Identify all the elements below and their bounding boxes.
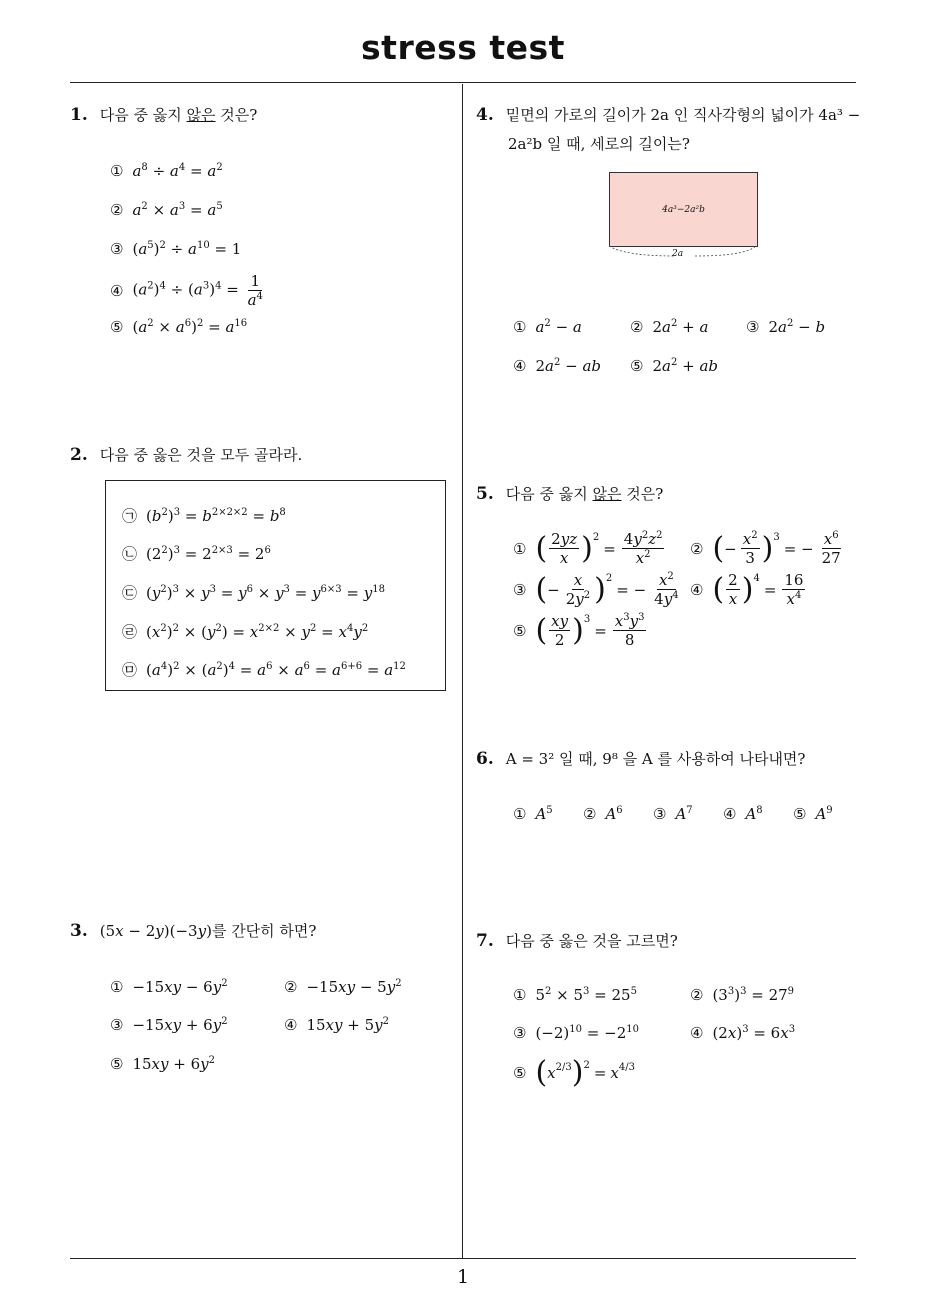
option-marker: ① [513, 805, 527, 823]
question-3: 3. (5x − 2y)(−3y)를 간단히 하면? [70, 921, 317, 941]
option-2[interactable]: ② $2a^2 + a$ [630, 318, 709, 336]
option-marker: ② [690, 539, 704, 558]
option-5[interactable]: ⑤ $2a^2$ + ab [630, 357, 719, 375]
option-marker: ① [513, 318, 527, 336]
question-number: 3. [70, 921, 88, 941]
option-4[interactable]: ④ $(a^2)^4 \div (a^3)^4$ = $\frac{1}{a^4}$ [110, 272, 263, 309]
option-5[interactable]: ⑤ ( $\frac{xy}{2}$ ) $^3$ = $\frac{x^3y^3}{8}$ [513, 612, 645, 649]
statement-2: ㉡ $(2^2)^3 = 2^{2\times 3} = 2^6$ [122, 544, 271, 563]
question-5 [476, 480, 663, 510]
statement-4: ㉣ $(x^2)^2 \times (y^2) = x^{2\times 2} \times y^2 = x^4y^2$ [122, 622, 369, 641]
option-1[interactable]: ① $a^8 \div a^4 = a^2$ [110, 162, 223, 180]
option-5[interactable]: ⑤ $A^9$ [793, 805, 833, 823]
option-3[interactable]: ③ $A^7$ [653, 805, 693, 823]
option-4[interactable]: ④ $15xy + 5y^2$ [284, 1016, 389, 1034]
option-marker: ② [110, 201, 124, 219]
option-4[interactable]: ④ ( $\frac{2}{x}$ ) $^4$ = $\frac{16}{x^4}$ [690, 571, 804, 608]
option-marker: ③ [110, 240, 124, 258]
option-3[interactable]: ③ ( − $\frac{x}{2y^2}$ ) $^2$ = − $\frac{x^2}{4y^4}$ [513, 571, 679, 608]
option-2[interactable]: ② $a^2 \times a^3 = a^5$ [110, 201, 223, 219]
option-marker: ③ [653, 805, 667, 823]
option-3[interactable]: ③ $-15xy + 6y^2$ [110, 1016, 228, 1034]
question-7 [476, 927, 678, 957]
option-marker: ③ [746, 318, 760, 336]
option-5[interactable]: ⑤ ( x $^{2/3}$ ) $^2$ = x $^{4/3}$ [513, 1055, 635, 1090]
option-marker: ⑤ [110, 318, 124, 336]
question-6 [476, 745, 805, 775]
statement-marker: ㉤ [122, 661, 138, 679]
area-label: 4a³−2a²b [662, 204, 705, 215]
option-marker: ⑤ [110, 1055, 124, 1073]
option-marker: ③ [513, 580, 527, 599]
statement-marker: ㉠ [122, 507, 138, 525]
option-2[interactable]: ② $(3^3)^3 = 27^9$ [690, 986, 795, 1004]
question-text-end: 것은? [215, 106, 258, 124]
option-marker: ② [583, 805, 597, 823]
option-2[interactable]: ② ( − $\frac{x^2}{3}$ ) $^3$ = − $\frac{x^6}{27}$ [690, 530, 841, 567]
question-2 [70, 441, 302, 471]
option-marker: ⑤ [513, 621, 527, 640]
question-text-end: 것은? [621, 485, 664, 503]
option-marker: ② [284, 978, 298, 996]
option-4[interactable]: ④ $A^8$ [723, 805, 763, 823]
question-text: 다음 중 옳지 [505, 485, 593, 503]
option-marker: ④ [723, 805, 737, 823]
option-marker: ② [630, 318, 644, 336]
question-text-line1: 밑면의 가로의 길이가 2a 인 직사각형의 넓이가 4a³ − [505, 106, 861, 124]
option-marker: ② [690, 986, 704, 1004]
question-number: 6. [476, 749, 494, 769]
option-4[interactable]: ④ $2a^2$ − ab [513, 357, 602, 375]
option-1[interactable]: ① ( $\frac{2yz}{x}$ ) $^2$ = $\frac{4y^2z^2}{x^2}$ [513, 530, 663, 567]
option-3[interactable]: ③ $(a^5)^2 \div a^{10} = 1$ [110, 240, 242, 258]
footer-rule [70, 1258, 856, 1259]
option-marker: ⑤ [630, 357, 644, 375]
statement-marker: ㉢ [122, 584, 138, 602]
option-3[interactable]: ③ $(-2)^{10} = -2^{10}$ [513, 1024, 639, 1042]
option-marker: ③ [110, 1016, 124, 1034]
option-3[interactable]: ③ $2a^2 - b$ [746, 318, 826, 336]
option-1[interactable]: ① $5^2 \times 5^3 = 25^5$ [513, 986, 637, 1004]
option-marker: ④ [513, 357, 527, 375]
statement-1: ㉠ $(b^2)^3 = b^{2\times 2\times 2} = b^8$ [122, 506, 286, 525]
option-marker: ④ [690, 580, 704, 599]
option-marker: ④ [284, 1016, 298, 1034]
question-text: 를 간단히 하면? [211, 922, 317, 940]
option-1[interactable]: ① $a^2 - a$ [513, 318, 582, 336]
option-1[interactable]: ① $A^5$ [513, 805, 553, 823]
question-number: 5. [476, 484, 494, 504]
question-number: 4. [476, 105, 494, 125]
option-marker: ③ [513, 1024, 527, 1042]
question-number: 7. [476, 931, 494, 951]
question-text: 다음 중 옳은 것을 고르면? [505, 932, 678, 950]
option-marker: ① [110, 978, 124, 996]
option-marker: ① [513, 539, 527, 558]
option-marker: ① [110, 162, 124, 180]
question-4 [476, 101, 866, 157]
question-text: A = 3² 일 때, 9⁸ 을 A 를 사용하여 나타내면? [505, 750, 806, 768]
option-marker: ① [513, 986, 527, 1004]
option-marker: ④ [110, 281, 124, 300]
header-rule [70, 82, 856, 83]
underlined-word: 않은 [592, 485, 622, 503]
option-marker: ⑤ [513, 1064, 527, 1082]
width-brace [605, 244, 765, 264]
statement-marker: ㉣ [122, 623, 138, 641]
option-4[interactable]: ④ $(2x)^3 = 6x^3$ [690, 1024, 796, 1042]
option-2[interactable]: ② $A^6$ [583, 805, 623, 823]
width-label: 2a [672, 249, 684, 259]
question-text-line2: 2a²b 일 때, 세로의 길이는? [508, 134, 690, 153]
column-divider [462, 84, 463, 1259]
page-number: 1 [456, 1266, 470, 1288]
option-2[interactable]: ② $-15xy - 5y^2$ [284, 978, 402, 996]
option-marker: ⑤ [793, 805, 807, 823]
option-5[interactable]: ⑤ $15xy + 6y^2$ [110, 1055, 215, 1073]
question-text: 다음 중 옳지 [99, 106, 187, 124]
underlined-word: 않은 [186, 106, 216, 124]
option-5[interactable]: ⑤ $(a^2 \times a^6)^2 = a^{16}$ [110, 318, 248, 336]
statement-marker: ㉡ [122, 545, 138, 563]
question-1 [70, 101, 257, 131]
option-1[interactable]: ① $-15xy - 6y^2$ [110, 978, 228, 996]
rectangle-figure [609, 172, 758, 247]
statement-5: ㉤ $(a^4)^2 \times (a^2)^4 = a^6 \times a^6 = a^{6+6} = a^{12}$ [122, 660, 406, 679]
statement-3: ㉢ $(y^2)^3 \times y^3 = y^6 \times y^3 = y^{6\times 3} = y^{18}$ [122, 583, 385, 602]
question-number: 2. [70, 445, 88, 465]
question-text: 다음 중 옳은 것을 모두 골라라. [99, 446, 303, 464]
page-title: stress test [361, 28, 565, 67]
question-number: 1. [70, 105, 88, 125]
option-marker: ④ [690, 1024, 704, 1042]
